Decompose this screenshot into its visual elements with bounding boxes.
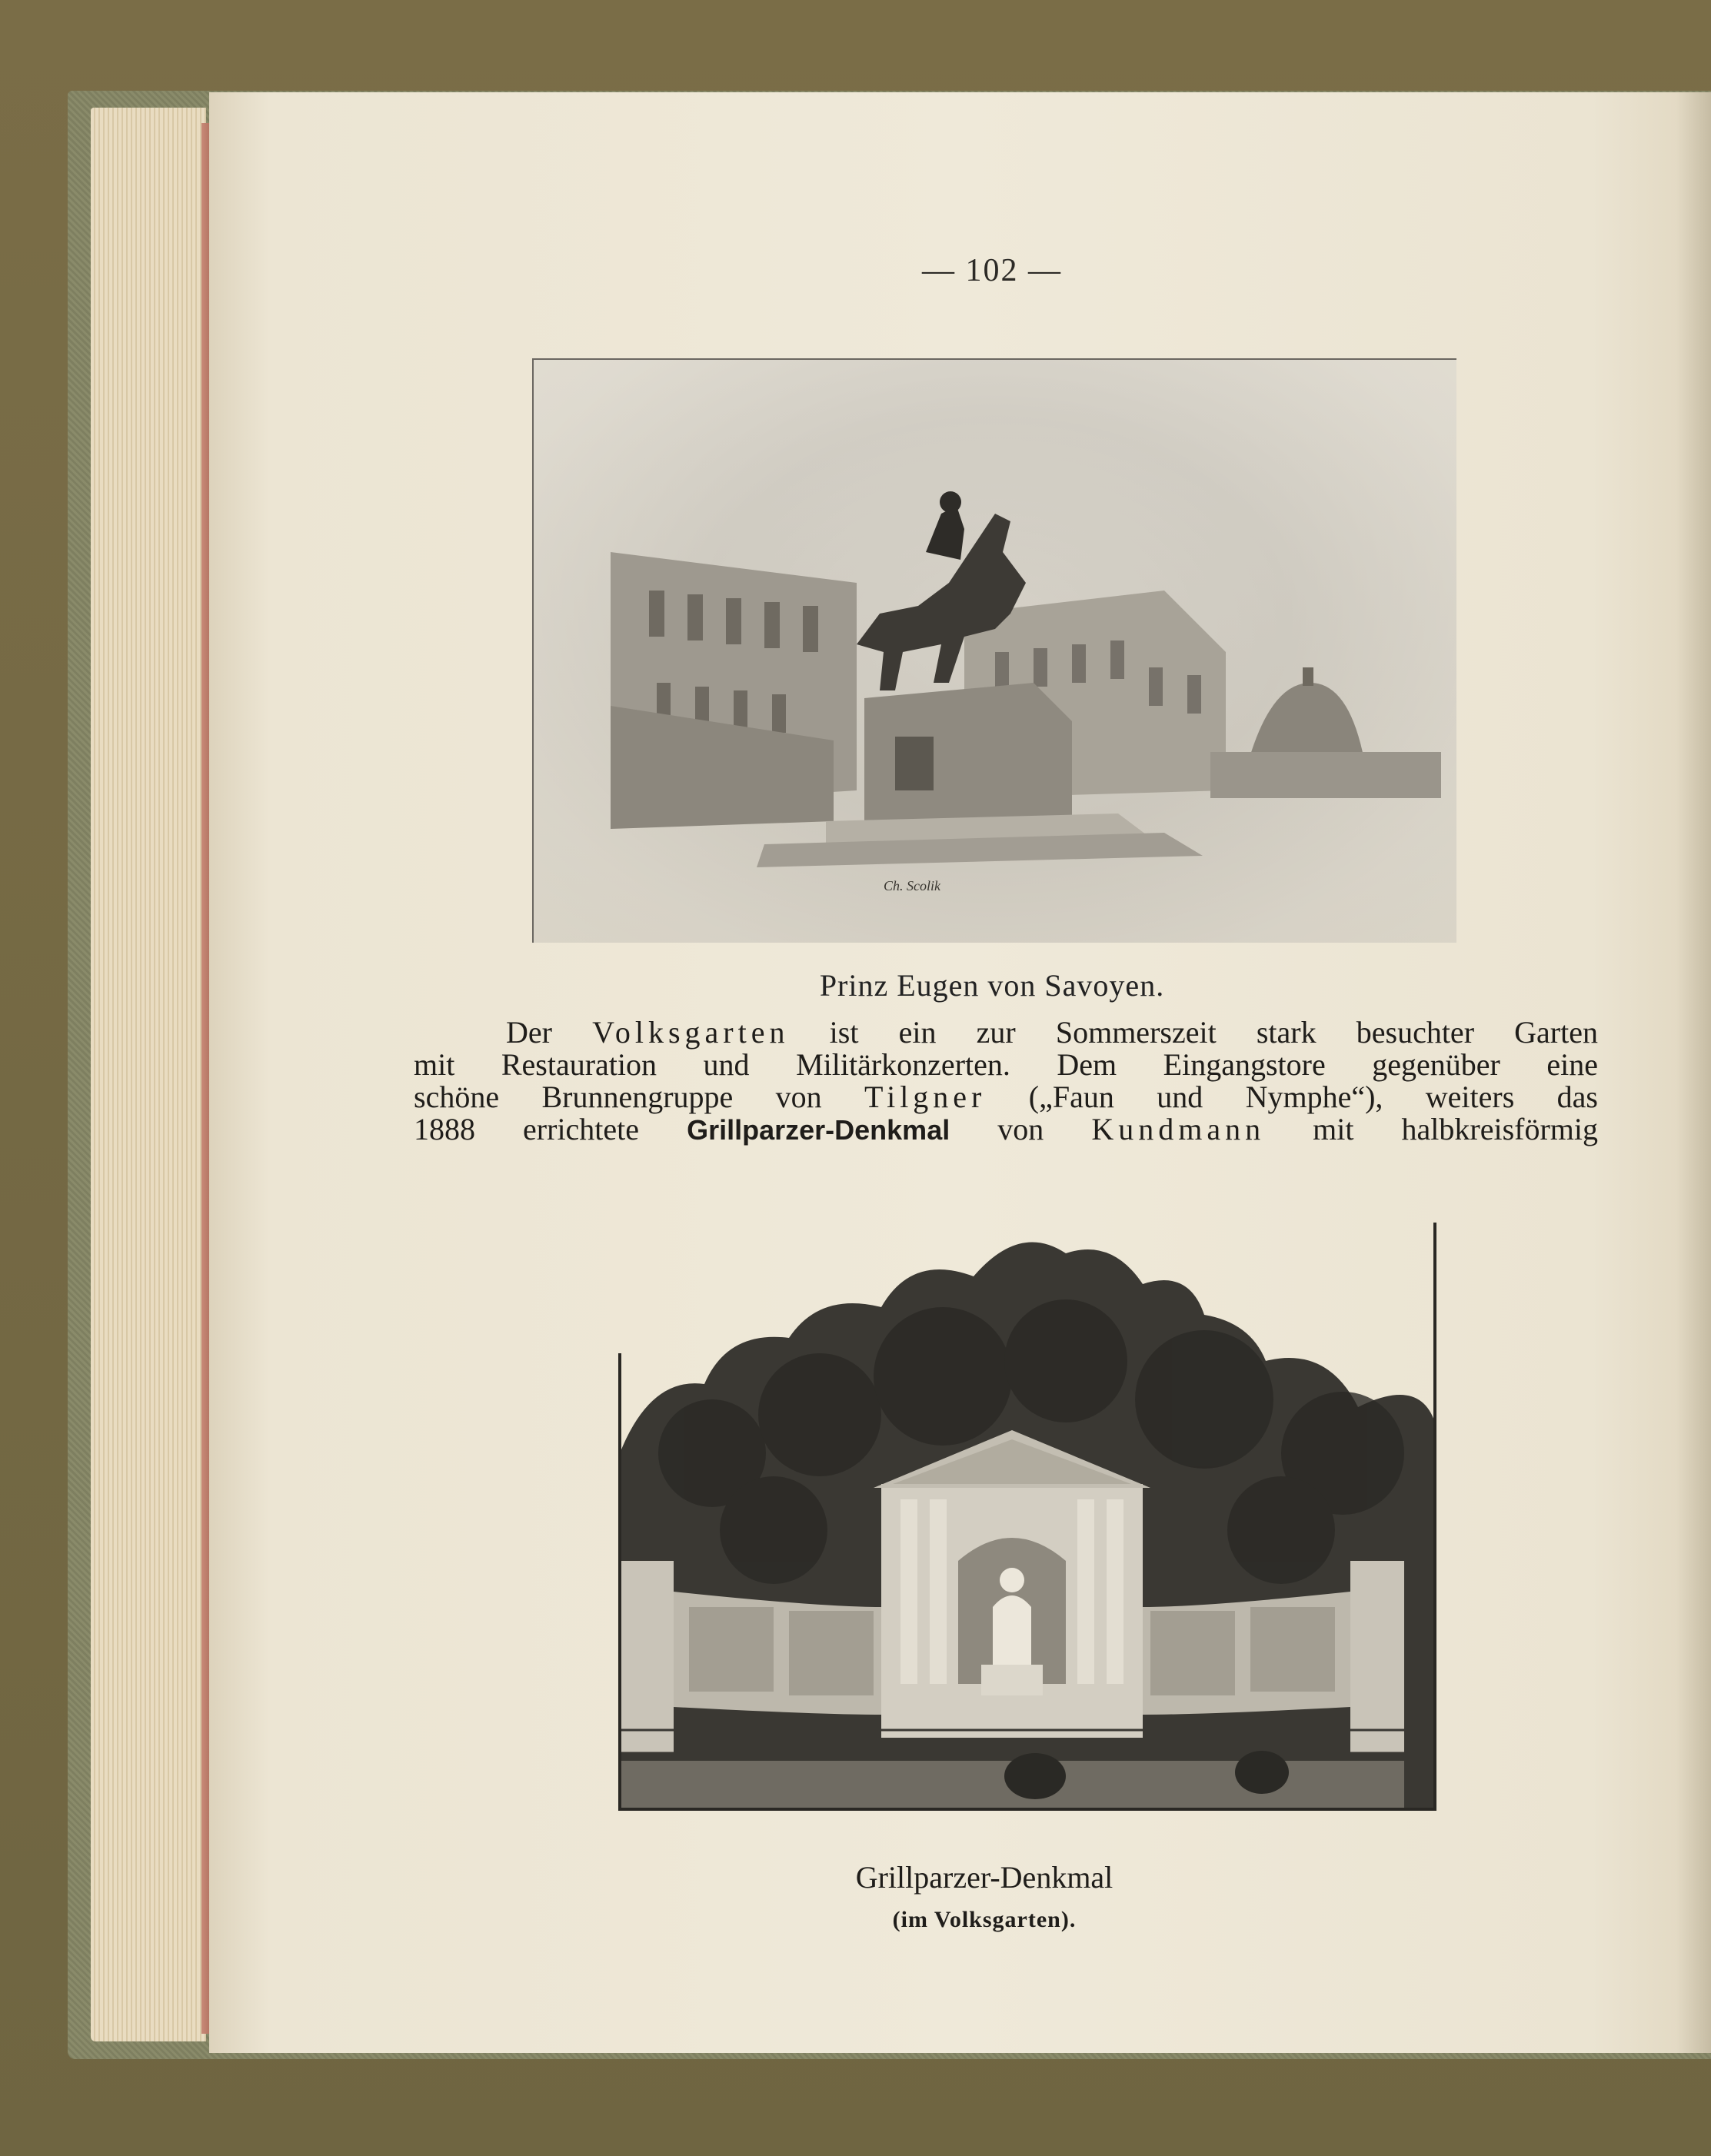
engraver-mark: Ch. Scolik	[884, 878, 940, 893]
body-paragraph	[414, 1016, 1598, 1146]
figure-prinz-eugen	[532, 358, 1456, 943]
bold-grillparzer-denkmal: Grillparzer-Denkmal	[687, 1114, 950, 1146]
spaced-name-volksgarten: Volksgarten	[592, 1015, 790, 1050]
spaced-name-kundmann: Kundmann	[1091, 1112, 1266, 1146]
prinz-eugen-illustration	[534, 360, 1456, 943]
page-gutter-shadow	[1676, 92, 1711, 2053]
caption-prinz-eugen: Prinz Eugen von Savoyen.	[819, 968, 1165, 1003]
paragraph-line-2: mit Restauration und Militärkonzerten. Dem Eingangstore gegenüber eine	[414, 1047, 1598, 1082]
grillparzer-illustration	[589, 1223, 1443, 1811]
paragraph-line-3: schöne Brunnengruppe von Tilgner („Faun und Nymphe“), weiters das	[414, 1080, 1598, 1114]
paragraph-line-1: Der Volksgarten ist ein zur Sommerszeit stark besuchter Garten	[506, 1015, 1598, 1050]
page-edges	[91, 108, 206, 2041]
page-number: — 102 —	[922, 253, 1062, 288]
spaced-name-tilgner: Tilgner	[864, 1080, 987, 1114]
caption-grillparzer-title: Grillparzer-Denkmal	[855, 1860, 1113, 1895]
caption-grillparzer-subtitle: (im Volksgarten).	[892, 1907, 1077, 1932]
figure-grillparzer-denkmal	[589, 1223, 1443, 1811]
paragraph-line-4: 1888 errichtete Grillparzer-Denkmal von Kundmann mit halbkreisförmig	[414, 1112, 1598, 1146]
